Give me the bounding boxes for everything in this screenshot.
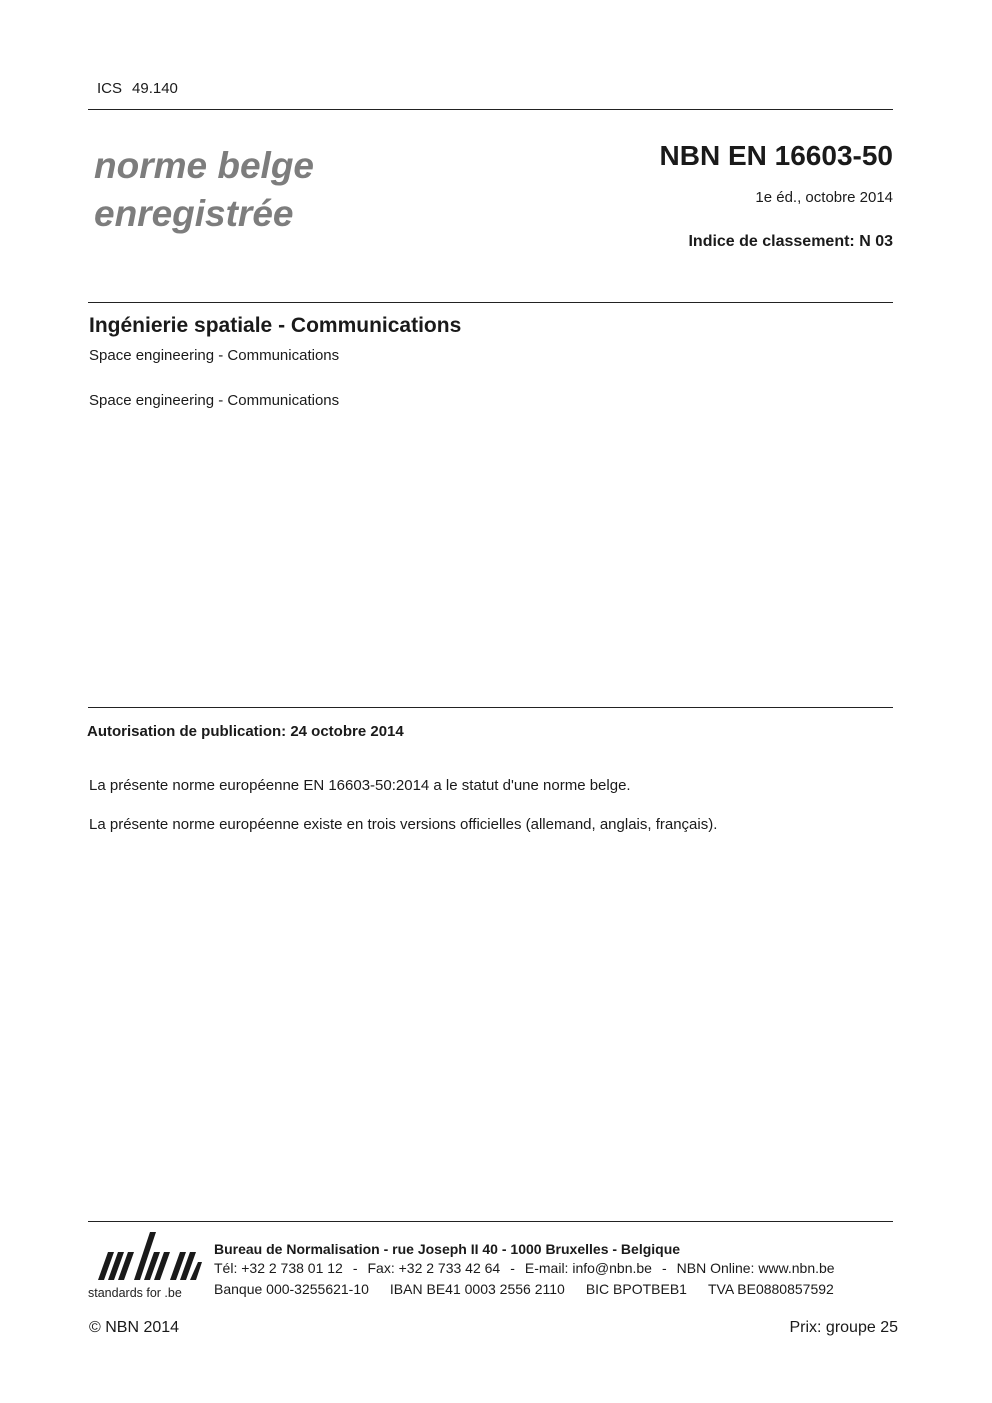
price-group: Prix: groupe 25: [789, 1319, 898, 1336]
separator: -: [352, 1260, 358, 1276]
bank-line: [214, 1281, 834, 1297]
email-address: E-mail: info@nbn.be: [524, 1260, 652, 1276]
norme-line-2: enregistrée: [94, 193, 294, 234]
fax-number: Fax: +32 2 733 42 64: [367, 1260, 501, 1276]
edition-date: 1e éd., octobre 2014: [755, 189, 893, 206]
contact-line: [214, 1260, 835, 1276]
title-french: Ingénierie spatiale - Communications: [89, 314, 462, 337]
norme-line-1: norme belge: [94, 145, 314, 186]
bank-account: Banque 000-3255621-10: [214, 1281, 369, 1297]
nbn-logo-mark: [88, 1228, 204, 1284]
logo-tagline: standards for .be: [88, 1286, 182, 1300]
separator: -: [661, 1260, 667, 1276]
publication-divider: [88, 707, 893, 708]
iban: IBAN BE41 0003 2556 2110: [389, 1281, 565, 1297]
header-divider: [88, 109, 893, 110]
organization-address: Bureau de Normalisation - rue Joseph II 40 - 1000 Bruxelles - Belgique: [214, 1241, 681, 1257]
ics-classification: [97, 80, 178, 97]
classification-index: Indice de classement: N 03: [688, 233, 893, 250]
website: NBN Online: www.nbn.be: [676, 1260, 835, 1276]
footer-divider: [88, 1221, 893, 1222]
status-paragraph: La présente norme européenne EN 16603-50:2014 a le statut d'une norme belge.: [89, 777, 631, 794]
phone-number: Tél: +32 2 738 01 12: [214, 1260, 343, 1276]
publication-authorisation: Autorisation de publication: 24 octobre 2014: [87, 723, 404, 740]
versions-paragraph: La présente norme européenne existe en trois versions officielles (allemand, anglais, français).: [89, 816, 718, 833]
title-divider: [88, 302, 893, 303]
title-english-1: Space engineering - Communications: [89, 347, 340, 364]
ics-code: 49.140: [132, 80, 178, 97]
bic: BIC BPOTBEB1: [585, 1281, 687, 1297]
norme-belge-heading: [94, 142, 314, 238]
title-english-2: Space engineering - Communications: [89, 392, 340, 409]
ics-label: ICS: [97, 80, 123, 97]
copyright: © NBN 2014: [89, 1319, 180, 1336]
vat-number: TVA BE0880857592: [707, 1281, 834, 1297]
separator: -: [510, 1260, 515, 1276]
document-number: NBN EN 16603-50: [659, 140, 893, 171]
nbn-logo: [88, 1228, 204, 1308]
